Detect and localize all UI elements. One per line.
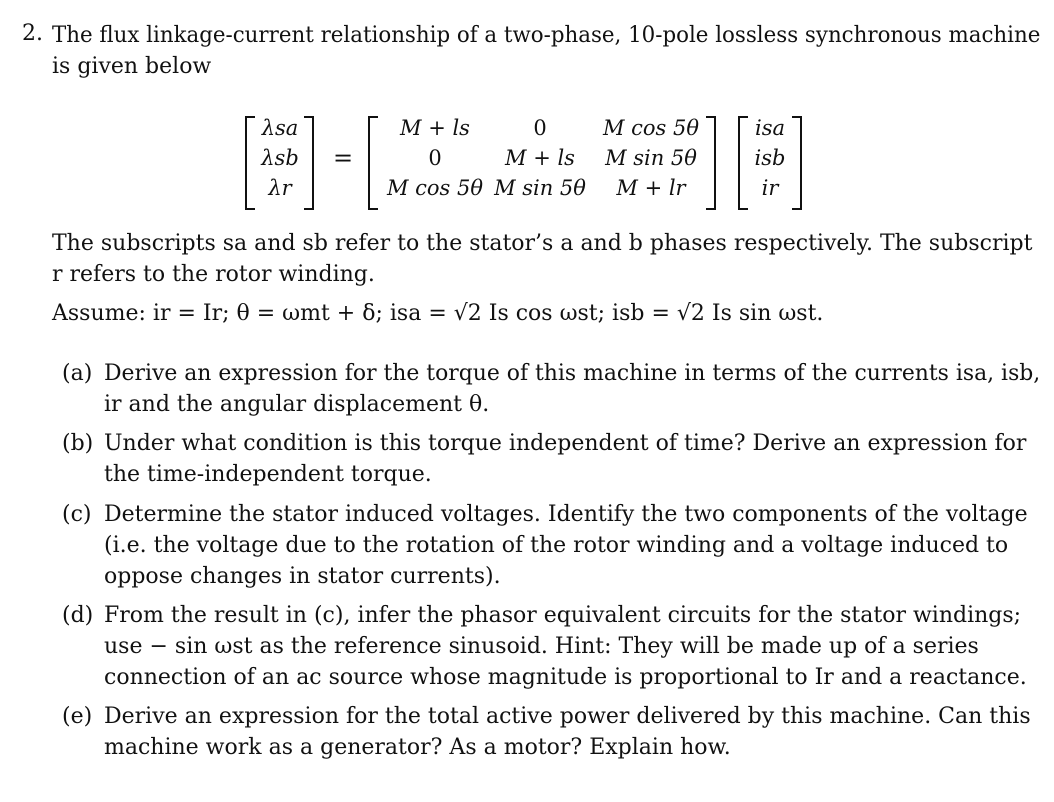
matrix-cell: M cos 5θ: [386, 176, 484, 200]
problem-title-line-2: is given below: [52, 54, 212, 79]
matrix-cell: M + lr: [616, 176, 686, 200]
description-line-1: The subscripts sa and sb refer to the stator’s a and b phases respectively. The subscript: [52, 231, 1033, 256]
lhs-entry: λr: [268, 176, 292, 200]
description-line-2: r refers to the rotor winding.: [52, 262, 375, 287]
lhs-right-bracket: [304, 116, 314, 210]
rhs-entry: isb: [754, 146, 786, 170]
problem-title-line-1: The flux linkage-current relationship of a two-phase, 10-pole lossless synchronous machine: [52, 23, 1041, 48]
part-text-line: oppose changes in stator currents).: [104, 564, 501, 589]
part-text-line: connection of an ac source whose magnitude is proportional to Ir and a reactance.: [104, 665, 1027, 690]
matrix-cell: M sin 5θ: [605, 146, 697, 170]
lhs-entry: λsb: [261, 146, 299, 170]
rhs-right-bracket: [792, 116, 802, 210]
rhs-entry: isa: [754, 116, 785, 140]
lhs-entry: λsa: [261, 116, 299, 140]
part-text-line: Under what condition is this torque independent of time? Derive an expression for: [104, 431, 1027, 456]
matrix-cell: M sin 5θ: [494, 176, 586, 200]
part-text-line: the time-independent torque.: [104, 462, 432, 487]
matrix-equation: [0, 110, 1054, 210]
equals-sign: =: [333, 144, 354, 172]
part-text-line: machine work as a generator? As a motor? Explain how.: [104, 735, 731, 760]
part-label: (c): [62, 502, 92, 527]
matrix-right-bracket: [706, 116, 716, 210]
problem-number: 2.: [22, 21, 43, 46]
matrix-cell: M cos 5θ: [602, 116, 700, 140]
matrix-cell: M + ls: [400, 116, 470, 140]
part-label: (e): [62, 704, 93, 729]
part-text-line: Determine the stator induced voltages. Identify the two components of the voltage: [104, 502, 1028, 527]
part-text-line: Derive an expression for the torque of this machine in terms of the currents isa, isb,: [104, 361, 1041, 386]
part-label: (b): [62, 431, 94, 456]
matrix-cell: 0: [533, 116, 547, 140]
part-text-line: Derive an expression for the total active power delivered by this machine. Can this: [104, 704, 1031, 729]
matrix-cell: 0: [428, 146, 442, 170]
part-text-line: (i.e. the voltage due to the rotation of the rotor winding and a voltage induced to: [104, 533, 1009, 558]
part-text-line: use − sin ωst as the reference sinusoid. Hint: They will be made up of a series: [104, 634, 979, 659]
part-text-line: From the result in (c), infer the phasor equivalent circuits for the stator windings;: [104, 603, 1022, 628]
rhs-left-bracket: [738, 116, 748, 210]
part-label: (a): [62, 361, 93, 386]
part-text-line: ir and the angular displacement θ.: [104, 392, 490, 417]
lhs-left-bracket: [245, 116, 255, 210]
matrix-left-bracket: [368, 116, 378, 210]
matrix-cell: M + ls: [505, 146, 575, 170]
rhs-entry: ir: [761, 176, 779, 200]
part-label: (d): [62, 603, 94, 628]
assumptions: Assume: ir = Ir; θ = ωmt + δ; isa = √2 Is cos ωst; isb = √2 Is sin ωst.: [52, 301, 824, 326]
